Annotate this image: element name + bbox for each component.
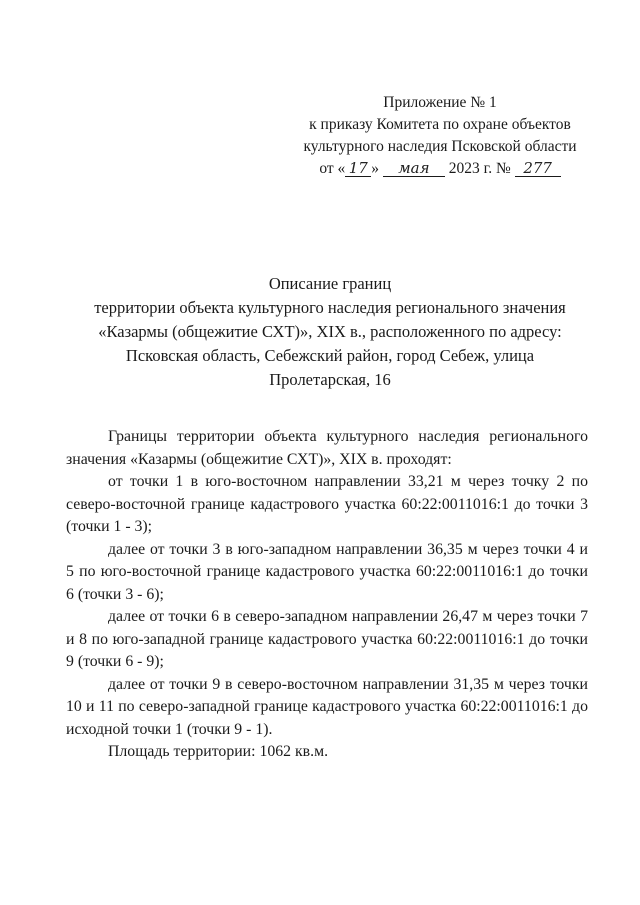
title-line-1: Описание границ (268, 274, 392, 293)
appendix-date-line (290, 158, 590, 180)
boundary-paragraph-1: от точки 1 в юго-восточном направлении 33,21 м через точку 2 по северо-восточной границе кадастрового участка 60:22:0011016:1 до точки 3 (точки 1 - 3); (66, 473, 588, 535)
title-line-5: Пролетарская, 16 (269, 370, 391, 389)
area-paragraph: Площадь территории: 1062 кв.м. (108, 743, 329, 760)
date-day-suffix: » (371, 160, 380, 177)
boundary-paragraph-4: далее от точки 9 в северо-восточном направлении 31,35 м через точки 10 и 11 по северо-западной границе кадастрового участка 60:22:0011016:1 до исходной точки 1 (точки 9 - 1). (66, 675, 588, 738)
document-title (60, 272, 600, 392)
title-line-3: «Казармы (общежитие СХТ)», XIX в., расположенного по адресу: (98, 322, 562, 341)
title-line-2: территории объекта культурного наследия регионального значения (94, 298, 566, 317)
appendix-title: Приложение № 1 (383, 94, 497, 111)
handwritten-month: мая (383, 160, 445, 177)
handwritten-order-number: 277 (515, 160, 561, 177)
appendix-committee-line: культурного наследия Псковской области (303, 138, 577, 155)
title-line-4: Псковская область, Себежский район, город Себеж, улица (125, 346, 535, 365)
body-intro-paragraph: Границы территории объекта культурного наследия регионального значения «Казармы (общежитие СХТ)», XIX в. проходят: (66, 428, 588, 468)
handwritten-day: 17 (345, 160, 371, 177)
appendix-order-line: к приказу Комитета по охране объектов (309, 116, 571, 133)
appendix-header (290, 92, 590, 180)
date-prefix: от « (319, 160, 346, 177)
document-body (66, 426, 588, 764)
boundary-paragraph-3: далее от точки 6 в северо-западном направлении 26,47 м через точки 7 и 8 по юго-западной границе кадастрового участка 60:22:0011016:1 до точки 9 (точки 6 - 9); (66, 608, 588, 670)
date-year-number-label: 2023 г. № (448, 160, 511, 177)
boundary-paragraph-2: далее от точки 3 в юго-западном направлении 36,35 м через точки 4 и 5 по юго-восточной границе кадастрового участка 60:22:0011016:1 до точки 6 (точки 3 - 6); (66, 540, 588, 603)
